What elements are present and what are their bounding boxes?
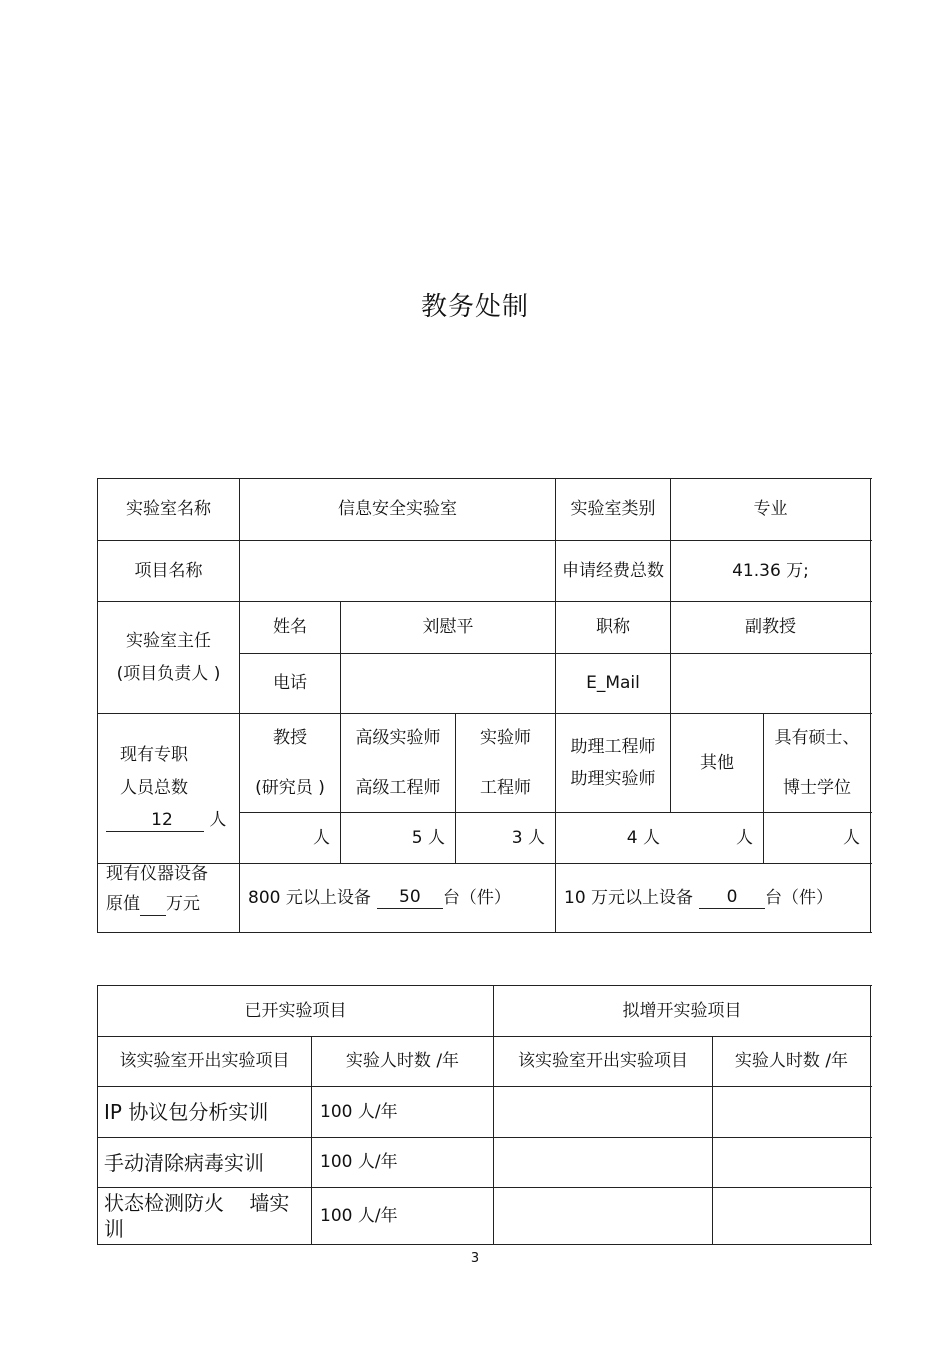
col-assistant-header xyxy=(556,714,670,812)
director-label-line1: 实验室主任 xyxy=(126,631,211,652)
title-label: 职称 xyxy=(596,617,630,638)
col-assistant-line1: 助理工程师 xyxy=(570,736,656,757)
col-degree-line1: 具有硕士、 xyxy=(774,727,860,748)
col-lab-line1: 实验师 xyxy=(480,727,531,748)
table2-border-right xyxy=(870,985,871,1245)
equipment-10w-prefix: 10 万元以上设备 xyxy=(564,887,694,908)
project-name-cell: IP 协议包分析实训 xyxy=(104,1100,269,1124)
col-project-header: 该实验室开出实验项目 xyxy=(119,1051,290,1072)
name-label: 姓名 xyxy=(273,617,307,638)
project-name-label: 项目名称 xyxy=(134,560,203,581)
col-lab-line2: 工程师 xyxy=(480,778,531,798)
lab-name-value: 信息安全实验室 xyxy=(338,499,457,520)
staff-total-value: 12 xyxy=(106,810,204,831)
equipment-label xyxy=(98,864,239,932)
equipment-10w-suffix: 台（件） xyxy=(765,887,834,908)
equipment-10w-count: 0 xyxy=(699,887,765,908)
table1-border-right xyxy=(870,478,871,933)
equipment-800-count: 50 xyxy=(377,887,443,908)
planned-hours-cell xyxy=(713,1087,870,1137)
planned-project-cell xyxy=(494,1087,712,1137)
lab-type-label: 实验室类别 xyxy=(570,499,656,520)
lab-type-value: 专业 xyxy=(753,499,788,520)
funding-value: 41.36 万; xyxy=(732,560,809,581)
equipment-10w-cell xyxy=(556,864,870,932)
planned-hours-cell xyxy=(713,1138,870,1187)
opened-projects-header: 已开实验项目 xyxy=(244,1000,347,1021)
phone-value xyxy=(341,654,555,713)
staff-total-line xyxy=(106,810,226,831)
project-hours-cell: 100 人/年 xyxy=(320,1101,398,1122)
planned-project-cell xyxy=(494,1138,712,1187)
col-assistant-line2: 助理实验师 xyxy=(570,769,656,789)
count-degree: 人 xyxy=(843,827,860,848)
col-professor-header xyxy=(240,714,340,812)
col-senior-line1: 高级实验师 xyxy=(355,727,441,748)
staff-total-label xyxy=(98,714,239,863)
col-professor-line2: (研究员 ) xyxy=(255,778,325,798)
col-hours-header: 实验人时数 /年 xyxy=(345,1051,460,1072)
table2-border-bottom xyxy=(97,1244,872,1245)
email-value xyxy=(671,654,870,713)
lab-name-label: 实验室名称 xyxy=(126,499,211,520)
equipment-label-value-prefix: 原值 xyxy=(106,894,140,915)
table1-border-bottom xyxy=(97,932,872,933)
col-senior-header xyxy=(341,714,455,812)
count-professor: 人 xyxy=(313,827,330,848)
col-professor-line1: 教授 xyxy=(273,727,307,748)
col-degree-header xyxy=(764,714,870,812)
col-degree-line2: 博士学位 xyxy=(783,778,851,798)
col-other-header: 其他 xyxy=(700,752,734,773)
director-label xyxy=(98,602,239,713)
staff-total-unit: 人 xyxy=(209,810,227,831)
equipment-800-prefix: 800 元以上设备 xyxy=(248,887,371,908)
staff-label-line1: 现有专职 xyxy=(120,745,188,766)
director-label-line2: (项目负责人 ) xyxy=(116,663,221,684)
funding-label: 申请经费总数 xyxy=(562,560,664,581)
col-senior-line2: 高级工程师 xyxy=(355,778,441,798)
phone-label: 电话 xyxy=(273,673,307,694)
title-value: 副教授 xyxy=(745,617,796,638)
planned-projects-header: 拟增开实验项目 xyxy=(622,1000,742,1021)
equipment-800-cell xyxy=(240,864,555,932)
planned-hours-cell xyxy=(713,1188,870,1244)
document-title: 教务处制 xyxy=(420,292,529,322)
col-planned-hours-header: 实验人时数 /年 xyxy=(734,1051,849,1072)
planned-project-cell xyxy=(494,1188,712,1244)
equipment-label-line2 xyxy=(106,894,200,915)
project-hours-cell: 100 人/年 xyxy=(320,1152,398,1173)
equipment-value-blank xyxy=(140,894,166,915)
project-name-value xyxy=(240,541,555,601)
count-other: 人 xyxy=(736,827,753,848)
page-number: 3 xyxy=(470,1251,480,1266)
equipment-label-line1: 现有仪器设备 xyxy=(106,864,208,884)
project-name-cell: 手动清除病毒实训 xyxy=(104,1150,264,1175)
count-lab-engineer: 3 人 xyxy=(511,827,545,848)
equipment-800-suffix: 台（件） xyxy=(442,887,511,908)
email-label: E_Mail xyxy=(586,673,640,694)
name-value: 刘慰平 xyxy=(422,617,474,638)
equipment-label-unit: 万元 xyxy=(166,894,200,915)
count-assistant: 4 人 xyxy=(626,827,660,848)
project-name-cell: 状态检测防火 墙实训 xyxy=(104,1191,290,1241)
count-senior: 5 人 xyxy=(411,827,445,848)
col-lab-engineer-header xyxy=(456,714,555,812)
col-planned-project-header: 该实验室开出实验项目 xyxy=(518,1051,688,1072)
project-hours-cell: 100 人/年 xyxy=(320,1205,398,1226)
staff-label-line2: 人员总数 xyxy=(120,777,188,798)
